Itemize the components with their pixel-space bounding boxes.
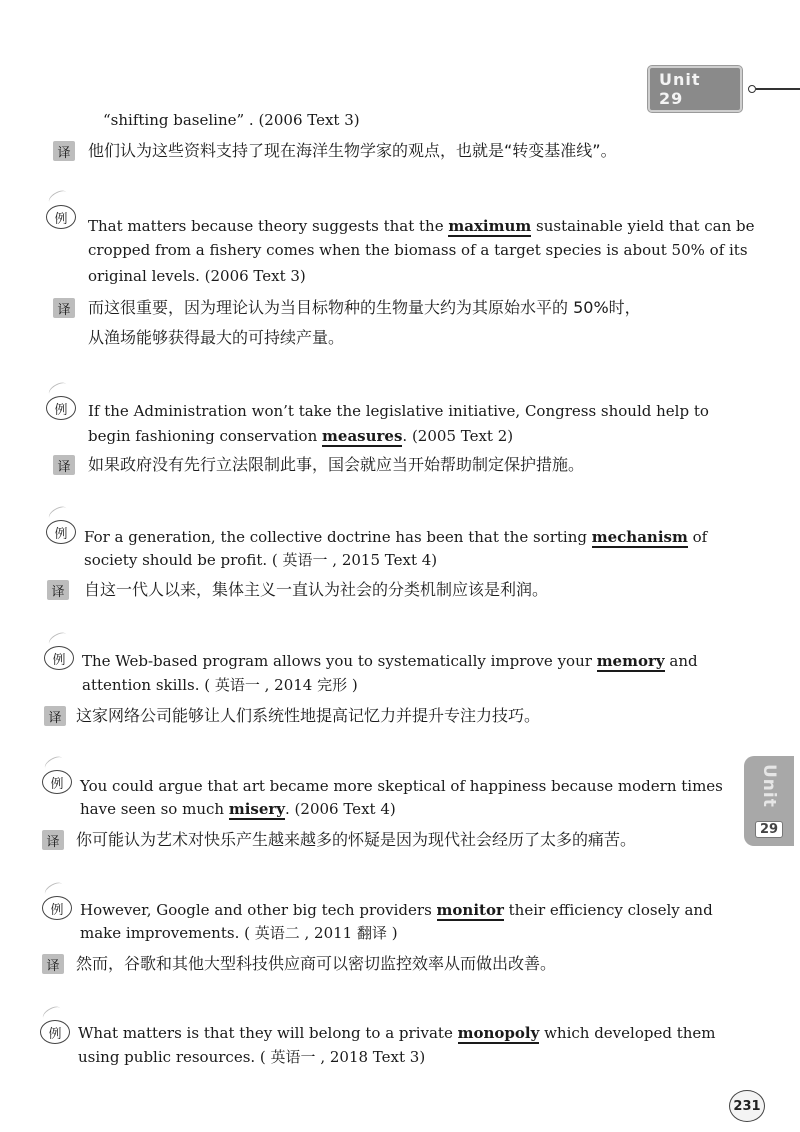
example-marker: 例	[42, 896, 72, 920]
translation-marker: 译	[53, 455, 75, 475]
unit-header	[648, 66, 800, 112]
keyword: misery	[228, 800, 286, 818]
translation-marker: 译	[53, 298, 75, 318]
side-unit-tab	[744, 756, 794, 846]
translation-text: 如果政府没有先行立法限制此事，国会就应当开始帮助制定保护措施。	[88, 455, 585, 474]
example-marker: 例	[42, 770, 72, 794]
example-sentence-line: However, Google and other big tech providers monitor their efficiency closely and	[80, 901, 713, 919]
keyword: measures	[322, 427, 403, 445]
translation-text: 从渔场能够获得最大的可持续产量。	[88, 328, 345, 347]
side-tab-label: Unit	[759, 764, 779, 808]
translation-marker: 译	[53, 141, 75, 161]
translation-marker: 译	[47, 580, 69, 600]
example-sentence-line: society should be profit. ( 英语一 , 2015 Text 4)	[84, 551, 438, 569]
translation-marker: 译	[42, 954, 64, 974]
translation-marker: 译	[42, 830, 64, 850]
translation-text: 这家网络公司能够让人们系统性地提高记忆力并提升专注力技巧。	[76, 706, 541, 725]
translation-text: 而这很重要，因为理论认为当目标物种的生物量大约为其原始水平的 50%时，	[88, 298, 641, 317]
example-sentence-line: have seen so much misery. (2006 Text 4)	[80, 800, 396, 818]
translation-marker: 译	[44, 706, 66, 726]
example-sentence-line: For a generation, the collective doctrine has been that the sorting mechanism of	[84, 528, 708, 546]
page-number: 231	[729, 1090, 765, 1122]
example-sentence-line: attention skills. ( 英语一 , 2014 完形 )	[82, 676, 358, 694]
example-sentence-line: What matters is that they will belong to a private monopoly which developed them	[78, 1024, 716, 1042]
example-sentence-line: begin fashioning conservation measures. (2005 Text 2)	[88, 427, 514, 445]
example-sentence-line: original levels. (2006 Text 3)	[88, 267, 306, 285]
header-rule	[748, 85, 800, 93]
example-sentence-line: using public resources. ( 英语一 , 2018 Text 3)	[78, 1048, 426, 1066]
translation-text: 你可能认为艺术对快乐产生越来越多的怀疑是因为现代社会经历了太多的痛苦。	[76, 830, 637, 849]
keyword: monitor	[436, 901, 504, 919]
example-sentence-line: make improvements. ( 英语二 , 2011 翻译 )	[80, 924, 398, 942]
example-sentence-line: That matters because theory suggests that the maximum sustainable yield that can be	[88, 217, 755, 235]
continued-sentence: “shifting baseline” . (2006 Text 3)	[103, 111, 360, 129]
example-sentence-line: If the Administration won’t take the legislative initiative, Congress should help to	[88, 402, 709, 420]
keyword: mechanism	[591, 528, 688, 546]
keyword: maximum	[448, 217, 532, 235]
example-sentence-line: The Web-based program allows you to systematically improve your memory and	[82, 652, 698, 670]
example-marker: 例	[46, 205, 76, 229]
example-sentence-line: You could argue that art became more skeptical of happiness because modern times	[80, 777, 723, 795]
example-marker: 例	[40, 1020, 70, 1044]
keyword: memory	[596, 652, 665, 670]
translation-text: 自这一代人以来，集体主义一直认为社会的分类机制应该是利润。	[84, 580, 549, 599]
side-tab-number: 29	[755, 821, 783, 838]
translation-text: 他们认为这些资料支持了现在海洋生物学家的观点，也就是“转变基准线”。	[88, 141, 617, 160]
example-marker: 例	[46, 520, 76, 544]
keyword: monopoly	[457, 1024, 540, 1042]
example-marker: 例	[46, 396, 76, 420]
translation-text: 然而，谷歌和其他大型科技供应商可以密切监控效率从而做出改善。	[76, 954, 557, 973]
example-sentence-line: cropped from a fishery comes when the biomass of a target species is about 50% of its	[88, 241, 748, 259]
example-marker: 例	[44, 646, 74, 670]
unit-badge: Unit 29	[648, 66, 742, 112]
